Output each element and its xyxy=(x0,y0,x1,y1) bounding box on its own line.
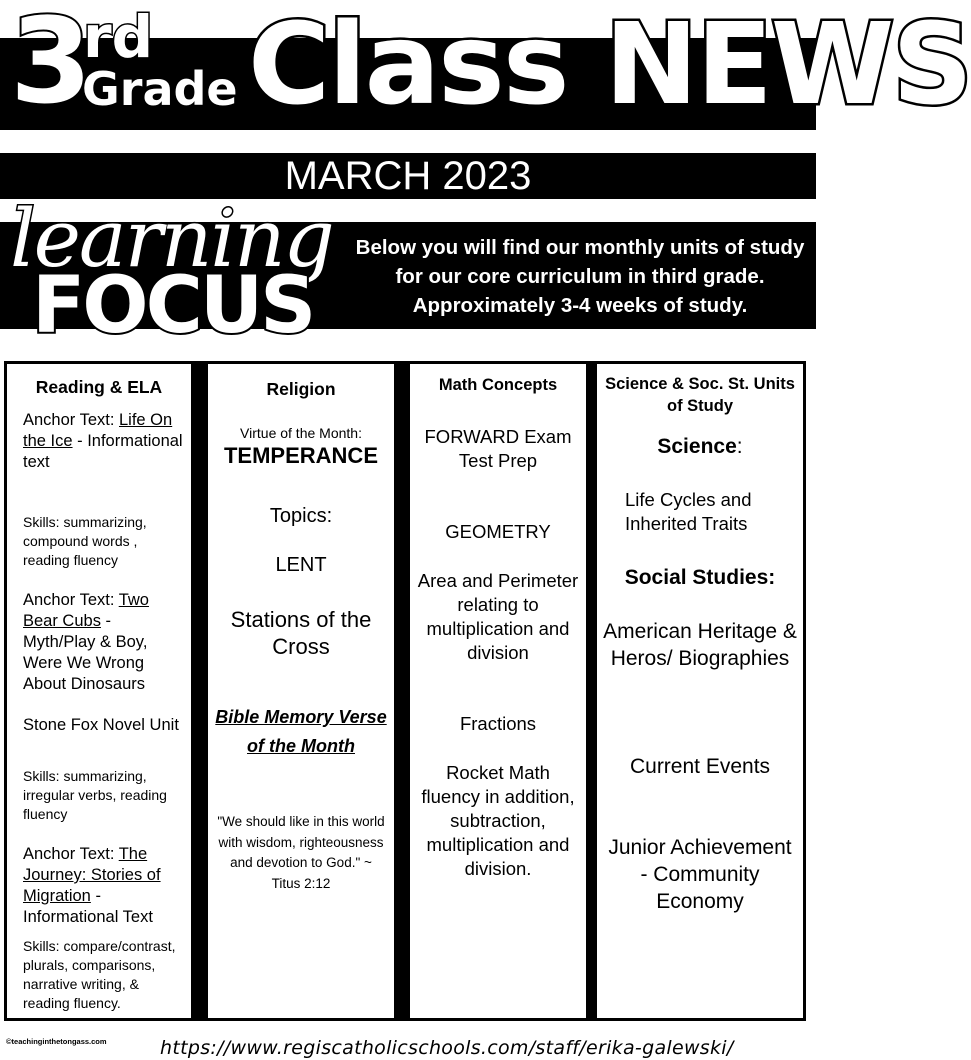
math-heading: Math Concepts xyxy=(438,376,558,394)
verse-text: "We should like in this world with wisdom, righteousness and devotion to God." ~ Titus 2:12 xyxy=(217,814,385,891)
science-heading: Science & Soc. St. Units of Study xyxy=(605,375,795,415)
topic-stations: Stations of the Cross xyxy=(230,607,372,659)
grade-number: 3 xyxy=(10,0,93,130)
social-item-3: Junior Achievement - Community Economy xyxy=(608,836,792,913)
anchor-suffix: - Informational Text xyxy=(23,887,153,926)
math-item-5: Rocket Math fluency in addition, subtraction, multiplication and division. xyxy=(421,762,575,879)
math-item-1: FORWARD Exam Test Prep xyxy=(424,426,572,471)
focus-word: FOCUS xyxy=(32,261,314,351)
reading-anchor-2 xyxy=(23,590,185,695)
topics-label: Topics: xyxy=(269,505,333,527)
grade-word: Grade xyxy=(82,62,238,116)
virtue-label: Virtue of the Month: xyxy=(240,425,362,441)
social-item-2: Current Events xyxy=(629,755,771,778)
math-column xyxy=(394,361,602,1021)
grade-suffix: rd xyxy=(83,3,154,71)
reading-heading: Reading & ELA xyxy=(35,377,163,397)
anchor-prefix: Anchor Text: xyxy=(23,411,119,429)
math-item-3: Area and Perimeter relating to multiplication and division xyxy=(417,570,579,663)
intro-text: Below you will find our monthly units of study for our core curriculum in third grade. Approximately 3-4 weeks of study. xyxy=(355,236,805,317)
science-label-text: Science xyxy=(657,435,737,458)
anchor-title: Two Bear Cubs xyxy=(23,591,149,630)
anchor-title: Life On the Ice xyxy=(23,411,173,450)
footer-link[interactable]: https://www.regiscatholicschools.com/staff/erika-galewski/ xyxy=(160,1037,734,1059)
science-column xyxy=(594,361,806,1021)
religion-heading: Religion xyxy=(266,379,336,399)
reading-skills-2: Skills: summarizing, irregular verbs, reading fluency xyxy=(23,768,167,822)
math-item-4: Fractions xyxy=(459,713,537,734)
reading-skills-1: Skills: summarizing, compound words , reading fluency xyxy=(23,514,147,568)
social-item-1: American Heritage & Heros/ Biographies xyxy=(603,620,797,670)
learning-word: learning xyxy=(10,192,333,285)
copyright-text: ©teachinginthetongass.com xyxy=(6,1037,107,1046)
virtue-value: TEMPERANCE xyxy=(223,443,378,468)
month-label: MARCH 2023 xyxy=(284,154,532,198)
science-label xyxy=(603,434,797,460)
science-label-colon: : xyxy=(736,435,743,458)
anchor-suffix: - Myth/Play & Boy, Were We Wrong About Dinosaurs xyxy=(23,612,148,693)
reading-anchor-3 xyxy=(23,844,185,928)
topic-lent: LENT xyxy=(275,554,327,576)
anchor-suffix: - Informational text xyxy=(23,432,183,471)
reading-anchor-1 xyxy=(23,410,185,473)
science-item: Life Cycles and Inherited Traits xyxy=(625,489,752,534)
reading-skills-3: Skills: compare/contrast, plurals, comparisons, narrative writing, & reading fluency. xyxy=(23,938,176,1011)
math-item-2: GEOMETRY xyxy=(445,521,551,542)
anchor-prefix: Anchor Text: xyxy=(23,845,119,863)
verse-heading: Bible Memory Verse of the Month xyxy=(215,707,387,756)
social-label: Social Studies: xyxy=(624,566,776,589)
curriculum-grid xyxy=(4,361,804,1025)
page-title: Class NEWS xyxy=(248,0,971,130)
reading-novel: Stone Fox Novel Unit xyxy=(23,716,179,734)
anchor-prefix: Anchor Text: xyxy=(23,591,119,609)
reading-column xyxy=(4,361,194,1021)
anchor-title: The Journey: Stories of Migration xyxy=(23,845,161,905)
religion-column xyxy=(192,361,410,1021)
